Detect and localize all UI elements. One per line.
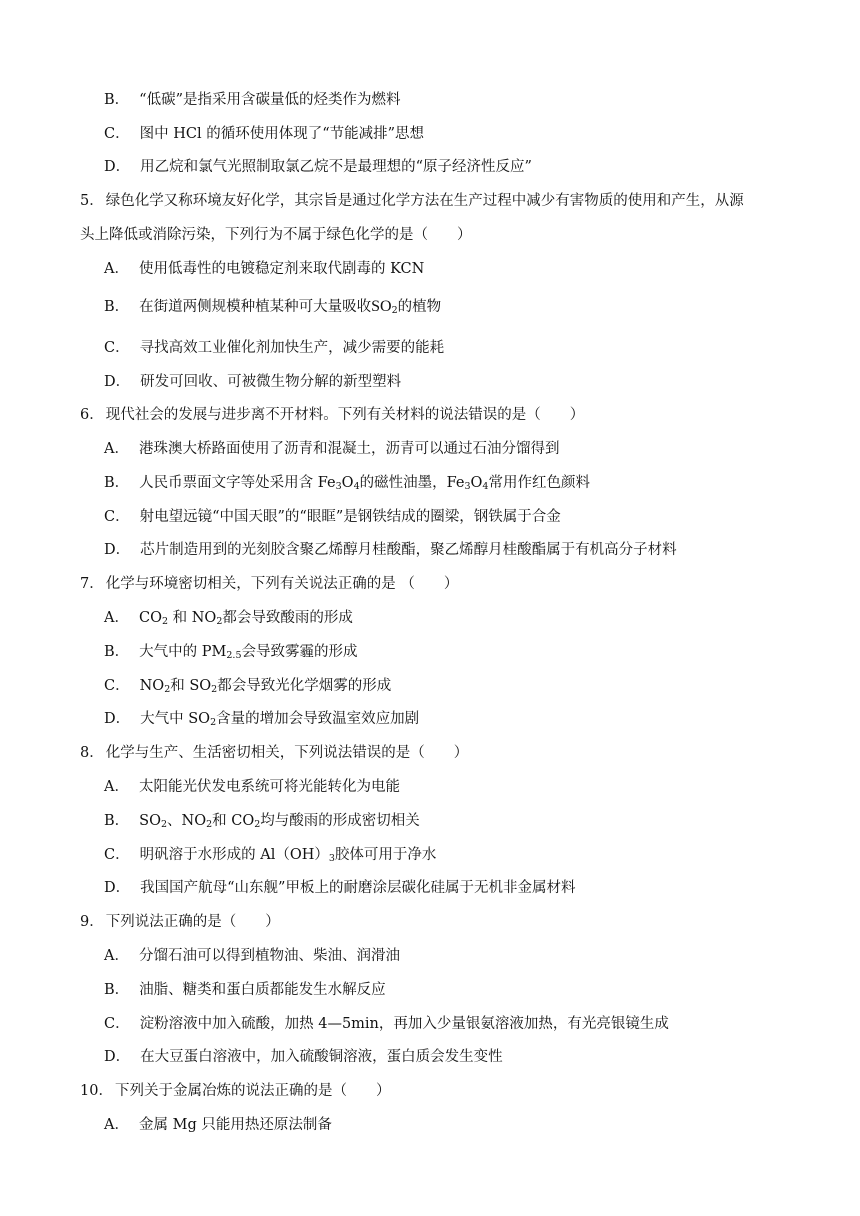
q5-option-a: A． 使用低毒性的电镀稳定剂来取代剧毒的 KCN <box>104 261 425 277</box>
q7-option-d: D． 大气中 $SO_2$含量的增加会导致温室效应加剧 <box>104 711 420 728</box>
q6-stem: 6． 现代社会的发展与进步离不开材料。下列有关材料的说法错误的是（ ） <box>80 407 585 423</box>
q8-option-a: A． 太阳能光伏发电系统可将光能转化为电能 <box>104 779 400 795</box>
q8-option-c: C． 明矾溶于水形成的 $Al(OH)_3$胶体可用于净水 <box>104 847 437 864</box>
q9-option-c: C． 淀粉溶液中加入硫酸，加热 4—5min，再加入少量银氨溶液加热，有光亮银镜生成 <box>104 1016 669 1032</box>
q6-option-b: B． 人民币票面文字等处采用含 $Fe_3O_4$的磁性油墨，$Fe_3O_4$常用作红色颜料 <box>104 475 590 492</box>
q5-option-b: B． 在街道两侧规模种植某种可大量吸收$SO_2$的植物 <box>104 298 442 316</box>
q6-option-d: D． 芯片制造用到的光刻胶含聚乙烯醇月桂酸酯，聚乙烯醇月桂酸酯属于有机高分子材料 <box>104 542 677 558</box>
q4-option-b: B． “低碳”是指采用含碳量低的烃类作为燃料 <box>104 92 401 108</box>
q9-stem: 9． 下列说法正确的是（ ） <box>80 914 280 930</box>
q5-option-c: C． 寻找高效工业催化剂加快生产，减少需要的能耗 <box>104 340 445 356</box>
q7-option-c: C． $NO_2$和 $SO_2$都会导致光化学烟雾的形成 <box>104 678 392 695</box>
q5-stem-line2: 头上降低或消除污染，下列行为不属于绿色化学的是（ ） <box>80 227 472 243</box>
q6-option-c: C． 射电望远镜“中国天眼”的“眼眶”是钢铁结成的圈梁，钢铁属于合金 <box>104 509 561 525</box>
q7-stem: 7． 化学与环境密切相关，下列有关说法正确的是 （ ） <box>80 576 459 592</box>
q7-option-a: A． $CO_2$ 和 $NO_2$都会导致酸雨的形成 <box>104 610 353 627</box>
q8-option-d: D． 我国国产航母“山东舰”甲板上的耐磨涂层碳化硅属于无机非金属材料 <box>104 880 576 896</box>
q9-option-d: D． 在大豆蛋白溶液中，加入硫酸铜溶液，蛋白质会发生变性 <box>104 1049 503 1065</box>
q10-option-a: A． 金属 Mg 只能用热还原法制备 <box>104 1117 332 1133</box>
q6-option-a: A． 港珠澳大桥路面使用了沥青和混凝土，沥青可以通过石油分馏得到 <box>104 441 560 457</box>
q5-option-d: D． 研发可回收、可被微生物分解的新型塑料 <box>104 374 402 390</box>
q9-option-b: B． 油脂、糖类和蛋白质都能发生水解反应 <box>104 982 386 998</box>
q4-option-d: D． 用乙烷和氯气光照制取氯乙烷不是最理想的“原子经济性反应” <box>104 159 532 175</box>
q8-stem: 8． 化学与生产、生活密切相关，下列说法错误的是（ ） <box>80 745 469 761</box>
q4-option-c: C． 图中 HCl 的循环使用体现了“节能减排”思想 <box>104 126 425 142</box>
q10-stem: 10． 下列关于金属冶炼的说法正确的是（ ） <box>80 1083 391 1099</box>
q5-stem-line1: 5． 绿色化学又称环境友好化学，其宗旨是通过化学方法在生产过程中减少有害物质的使用和产生，从源 <box>80 193 744 209</box>
q7-option-b: B． 大气中的 $PM_{2.5}$会导致雾霾的形成 <box>104 644 358 661</box>
q8-option-b: B． $SO_2$、$NO_2$和 $CO_2$均与酸雨的形成密切相关 <box>104 813 420 830</box>
q9-option-a: A． 分馏石油可以得到植物油、柴油、润滑油 <box>104 948 400 964</box>
